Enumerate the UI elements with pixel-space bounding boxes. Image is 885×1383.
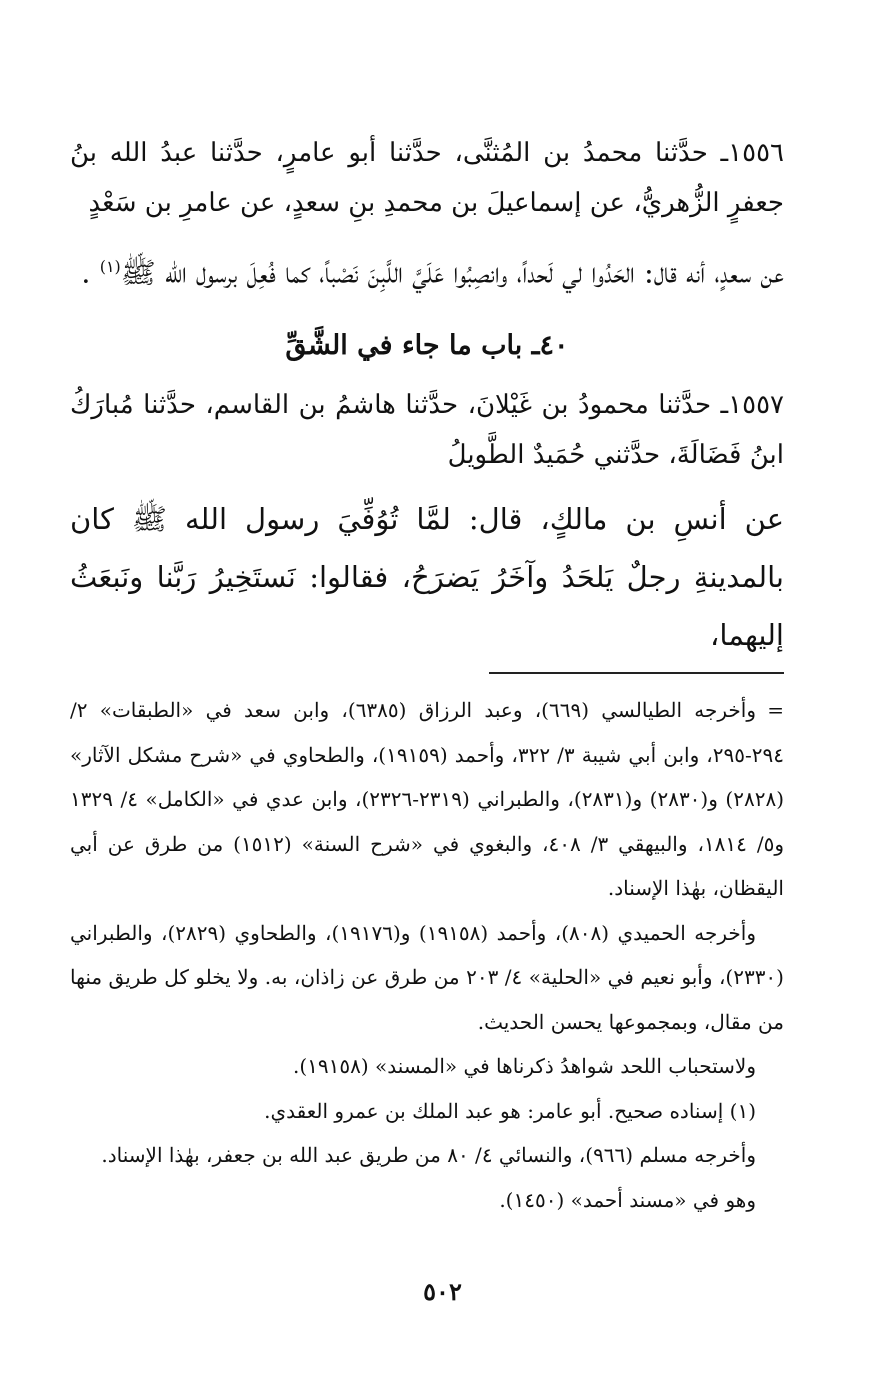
- continuation-marker: =: [767, 698, 784, 722]
- footnote-paragraph-2: وأخرجه الحميدي (٨٠٨)، وأحمد (١٩١٥٨) و(١٩١٧٦)، والطحاوي (٢٨٢٩)، والطبراني (٢٣٣٠)، وأبو نعيم في «الحلية» ٤/ ٢٠٣ من طرق عن زاذان، به. ولا يخلو كل طريق منها من مقال، وبمجموعها يحسن الحديث.: [70, 920, 784, 1034]
- hadith-1557-matn: عن أنسِ بن مالكٍ، قال: لمَّا تُوُفِّيَ رسول الله ﷺ كان بالمدينةِ رجلٌ يَلحَدُ وآخَرُ يَضرَحُ، فقالوا: نَستَخِيرُ رَبَّنا ونَبعَثُ إليهما،: [70, 501, 784, 652]
- footnote-paragraph-1-text: وأخرجه الطيالسي (٦٦٩)، وعبد الرزاق (٦٣٨٥)، وابن سعد في «الطبقات» ٢/ ٢٩٤-٢٩٥، وابن أبي شيبة ٣/ ٣٢٢، وأحمد (١٩١٥٩)، والطحاوي في «شرح مشكل الآثار» (٢٨٢٨) و(٢٨٣٠) و(٢٨٣١)، والطبراني (٢٣١٩-٢٣٢٦)، وابن عدي في «الكامل» ٤/ ١٣٢٩ و٥/ ١٨١٤، والبيهقي ٣/ ٤٠٨، والبغوي في «شرح السنة» (١٥١٢) من طرق عن أبي اليقظان، بهٰذا الإسناد.: [70, 698, 784, 900]
- footnote-1: (١) إسناده صحيح. أبو عامر: هو عبد الملك بن عمرو العقدي.: [264, 1098, 756, 1123]
- footnote-paragraph-6: وهو في «مسند أحمد» (١٤٥٠).: [499, 1187, 756, 1212]
- main-text: [70, 128, 784, 664]
- footnote-paragraph-1: [70, 688, 784, 911]
- hadith-1556-matn-text: عن سعدٍ، أنه قال: الحَدُوا لي لَحداً، وانصِبُوا عَلَيَّ اللَّبِنَ نَصْباً، كما فُعِلَ برسول الله ﷺ: [120, 255, 784, 290]
- footnote-paragraph-3: ولاستحباب اللحد شواهدُ ذكرناها في «المسند» (١٩١٥٨).: [293, 1054, 756, 1078]
- chapter-heading: ٤٠ـ باب ما جاء في الشَّقِّ: [285, 329, 569, 361]
- hadith-1556-isnad: ١٥٥٦ـ حدَّثنا محمدُ بن المُثنَّى، حدَّثنا أبو عامرٍ، حدَّثنا عبدُ الله بنُ جعفرٍ الزُّهريُّ، عن إسماعيلَ بن محمدِ بنِ سعدٍ، عن عامرِ بن سَعْدٍ: [70, 138, 785, 218]
- page-number: ٥٠٢: [423, 1277, 462, 1306]
- hadith-1556-matn: [70, 238, 784, 302]
- footnote-ref-1[interactable]: (١): [99, 257, 121, 276]
- hadith-1557-isnad: ١٥٥٧ـ حدَّثنا محمودُ بن غَيْلانَ، حدَّثنا هاشمُ بن القاسم، حدَّثنا مُبارَكُ ابنُ فَضَالَةَ، حدَّثني حُمَيدٌ الطَّويلُ: [70, 389, 784, 470]
- footnotes: [70, 672, 784, 1222]
- hadith-1556-matn-end: .: [81, 255, 100, 290]
- footnote-paragraph-5: وأخرجه مسلم (٩٦٦)، والنسائي ٤/ ٨٠ من طريق عبد الله بن جعفر، بهٰذا الإسناد.: [101, 1143, 756, 1167]
- footnote-divider: [489, 672, 784, 674]
